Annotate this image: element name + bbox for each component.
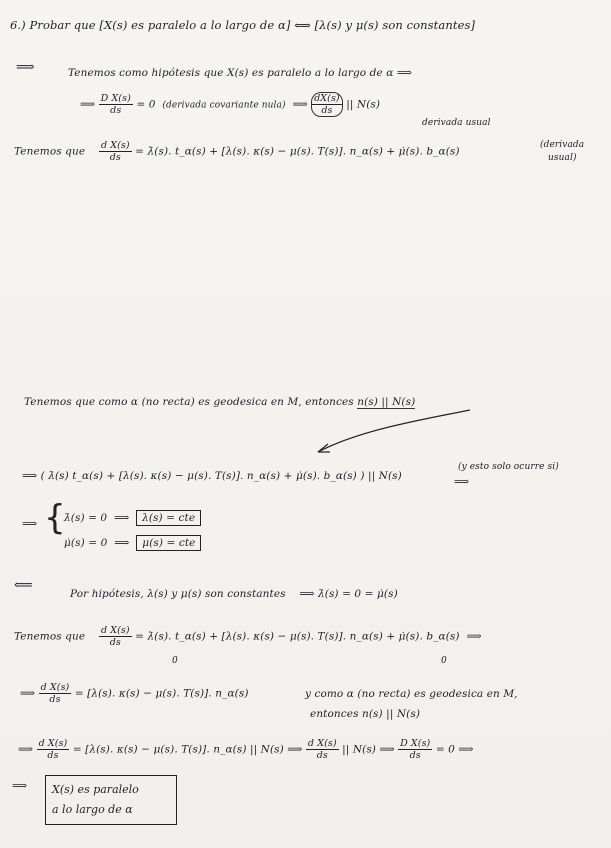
problem-title: 6.) Probar que [X(s) es paralelo a lo largo de α] ⟺ [λ(s) y μ(s) son constantes] — [10, 18, 476, 32]
backward-derivative — [14, 625, 482, 648]
expression: = λ̇(s). t_α(s) + [λ(s). κ(s) − μ(s). T(s)]. n_α(s) + μ̇(s). b_α(s) — [135, 630, 460, 643]
backward-hypothesis — [70, 588, 398, 600]
note-only-if: (y esto solo ocurre si) — [458, 462, 559, 472]
note-derivada: (derivada — [540, 140, 585, 150]
forward-marker: ⟹ — [16, 60, 35, 75]
fraction — [39, 682, 72, 705]
fraction — [99, 625, 132, 648]
parallel-text: || N(s) — [346, 98, 381, 111]
geodesic-note-1: y como α (no recta) es geodesica en M, — [305, 688, 518, 700]
system-eq-2: μ̇(s) = 0 ⟹ μ(s) = cte — [64, 535, 201, 551]
expression: = λ̇(s). t_α(s) + [λ(s). κ(s) − μ(s). T(s)]. n_α(s) + μ̇(s). b_α(s) — [135, 145, 460, 158]
denominator: ds — [47, 750, 59, 761]
implies-symbol: ⟹ — [80, 98, 96, 111]
conclusion-line-2: a lo largo de α — [52, 803, 133, 816]
derivative-zero: ⟹ λ̇(s) = 0 = μ̇(s) — [299, 588, 398, 600]
numerator: d X(s) — [100, 140, 130, 151]
text: Por hipótesis, λ(s) y μ(s) son constantes — [70, 588, 286, 600]
implies-symbol: ⟹ — [20, 687, 36, 700]
text: Tenemos que como α (no recta) es geodesica en M, entonces — [24, 396, 354, 408]
implies-symbol: ⟹ — [18, 743, 34, 756]
expression: = 0 ⟹ — [435, 743, 474, 756]
zero-annotation: 0 — [441, 656, 447, 666]
expression: || N(s) ⟹ — [342, 743, 395, 756]
denominator: ds — [321, 105, 333, 116]
denominator: ds — [316, 750, 328, 761]
implies-symbol: ⟹ — [12, 780, 28, 792]
label: Tenemos que — [14, 630, 86, 643]
denominator: ds — [109, 637, 121, 648]
label: Tenemos que — [14, 145, 86, 158]
backward-conclusion-chain — [18, 738, 474, 761]
boxed-result: μ(s) = cte — [136, 535, 201, 551]
system-brace: { — [44, 498, 66, 538]
numerator: D X(s) — [100, 93, 131, 104]
equals-zero: = 0 — [136, 98, 156, 111]
numerator: D X(s) — [400, 738, 431, 749]
note: (derivada covariante nula) — [162, 100, 286, 111]
equation: μ̇(s) = 0 — [64, 537, 108, 549]
note-usual: usual) — [548, 153, 577, 163]
numerator: d X(s) — [100, 625, 130, 636]
denominator: ds — [109, 152, 121, 163]
implies-symbol: ⟹ — [466, 630, 482, 643]
system-eq-1: λ̇(s) = 0 ⟹ λ(s) = cte — [64, 510, 201, 526]
numerator: dX(s) — [314, 93, 340, 104]
fraction — [37, 738, 70, 761]
conclusion-line-1: X(s) es paralelo — [52, 783, 139, 796]
boxed-result: λ(s) = cte — [136, 510, 201, 526]
numerator: d X(s) — [38, 738, 68, 749]
underlined-text: n(s) || N(s) — [357, 396, 416, 408]
forward-hypothesis: Tenemos como hipótesis que X(s) es paralelo a lo largo de α ⟹ — [68, 67, 412, 79]
implies-symbol: ⟹ — [22, 518, 38, 530]
fraction — [306, 738, 339, 761]
denominator: ds — [409, 750, 421, 761]
numerator: d X(s) — [307, 738, 337, 749]
final-conclusion-box — [45, 775, 177, 825]
note-usual-derivative: derivada usual — [422, 118, 491, 128]
expression: = [λ(s). κ(s) − μ(s). T(s)]. n_α(s) || N(s) ⟹ — [72, 743, 303, 756]
denominator: ds — [49, 694, 61, 705]
equation: λ̇(s) = 0 — [64, 512, 108, 524]
parallel-condition: ⟹ ( λ̇(s) t_α(s) + [λ(s). κ(s) − μ(s). T(s)]. n_α(s) + μ̇(s). b_α(s) ) || N(s) — [22, 470, 402, 482]
implies-symbol: ⟹ — [292, 98, 308, 111]
numerator: d X(s) — [40, 682, 70, 693]
fraction — [398, 738, 432, 761]
expression: = [λ(s). κ(s) − μ(s). T(s)]. n_α(s) — [74, 687, 249, 700]
implies-symbol: ⟹ — [454, 476, 470, 488]
backward-simplified — [20, 682, 249, 705]
denominator: ds — [110, 105, 122, 116]
backward-marker: ⟸ — [14, 578, 33, 593]
geodesic-note-2: entonces n(s) || N(s) — [310, 708, 421, 720]
zero-annotation: 0 — [172, 656, 178, 666]
